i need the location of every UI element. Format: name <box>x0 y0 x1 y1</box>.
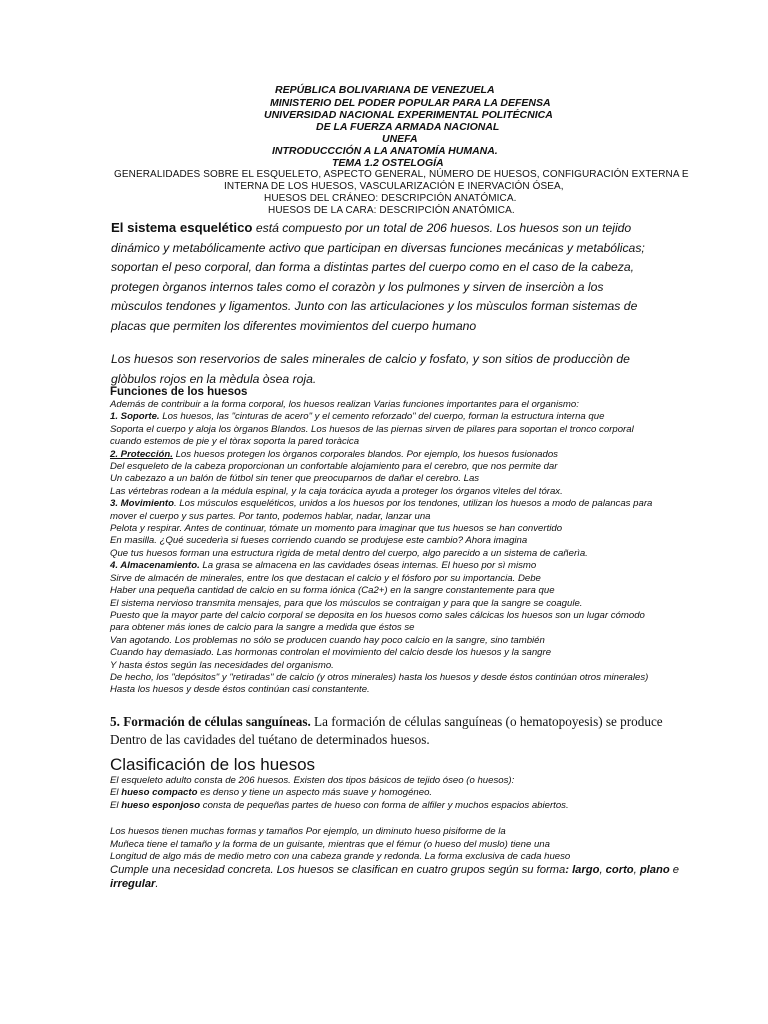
function-support-heading: 1. Soporte. <box>110 411 160 423</box>
function-support-line <box>110 411 670 423</box>
intro-section <box>111 218 651 389</box>
function-storage-line: Haber una pequeña cantidad de calcio en su forma iónica (Ca2+) en la sangre constantemente para que <box>110 585 555 597</box>
classification-line <box>110 800 670 812</box>
function-movement-line: En masilla. ¿Qué sucederìa si fueses corriendo cuando se produjese este cambio? Ahora imagina <box>110 535 528 547</box>
classification-section <box>110 775 680 891</box>
spacer <box>110 812 670 826</box>
topic-line-2: INTERNA DE LOS HUESOS, VASCULARIZACIÓN E INERVACIÓN ÓSEA, <box>224 181 564 192</box>
function-protection-line: Las vértebras rodean a la médula espinal, y la caja torácica ayuda a proteger los órganos vìteles del tórax. <box>110 485 563 497</box>
classification-text: El <box>110 787 122 799</box>
classification-text: Cumple una necesidad concreta. Los huesos se clasifican en cuatro grupos según su forma <box>110 864 566 877</box>
blood-cell-formation <box>110 713 670 748</box>
classification-separator: , <box>633 864 640 877</box>
lead-term: El sistema esquelético <box>111 220 253 235</box>
functions-intro: Además de contribuir a la forma corporal, los huesos realizan Varias funciones importantes para el organismo: <box>110 399 579 410</box>
function-storage-line: Hasta los huesos y desde éstos continúan casi constantente. <box>110 684 370 696</box>
function-protection-line: Un cabezazo a un balón de fútbol sin tener que preocuparnos de dañar el cerebro. Las <box>110 473 480 485</box>
formation-text: La formación de células sanguíneas (o hematopoyesis) se produce Dentro de las cavidades del tuétano de determinados huesos. <box>110 714 663 747</box>
function-storage-line: Puesto que la mayor parte del calcio corporal se deposita en los huesos como sales cálcicas los huesos son un lugar cómodo <box>110 609 645 621</box>
header-topic-number: TEMA 1.2 OSTELOGÍA <box>332 157 444 169</box>
function-movement-line: Pelota y respirar. Antes de continuar, tómate un momento para imaginar que tus huesos se han convertido <box>110 523 563 535</box>
function-support-line: cuando estemos de pie y el tòrax soporta la pared toràcica <box>110 436 360 448</box>
classification-line: Muñeca tiene el tamaño y la forma de un guisante, mientras que el fémur (o hueso del muslo) tiene una <box>110 838 550 850</box>
topic-line-3: HUESOS DEL CRÁNEO: DESCRIPCIÓN ANATÓMICA. <box>264 193 517 204</box>
function-storage-line: El sistema nervioso transmita mensajes, para que los músculos se contraigan y para que la sangre se coagule. <box>110 597 583 609</box>
intro-paragraph-2: Los huesos son reservorios de sales minerales de calcio y fosfato, y son sitios de producciòn de glòbulos rojos en la mèdula òsea roja. <box>111 352 630 386</box>
term-flat: plano <box>639 864 670 877</box>
classification-text: consta de pequeñas partes de hueso con forma de alfiler y muchos espacios abiertos. <box>200 799 569 811</box>
term-short: corto <box>605 864 634 877</box>
classification-conjunction: e <box>669 864 680 877</box>
function-movement-line: Que tus huesos forman una estructura rìgida de metal dentro del cuerpo, algo parecido a un sistema de cañerìa. <box>110 547 588 559</box>
function-movement-text: . Los músculos esqueléticos, unidos a los huesos por los tendones, utilizan los huesos a modo de palancas para <box>173 498 653 510</box>
classification-line <box>110 863 680 877</box>
function-storage-line: Y hasta éstos según las necesidades del organismo. <box>110 659 334 671</box>
function-movement-line: mover el cuerpo y sus partes. Por tanto, podemos hablar, nadar, lanzar una <box>110 510 431 522</box>
function-storage-line: De hecho, los "depósitos" y "retiradas" de calcio (y otros minerales) hasta los huesos y desde éstos continúan otros minerales) <box>110 671 649 683</box>
term-spongy-bone: hueso esponjoso <box>121 799 201 811</box>
term-long: largo <box>572 864 600 877</box>
function-storage-line <box>110 560 670 572</box>
intro-paragraph-1 <box>111 218 651 336</box>
topic-line-4: HUESOS DE LA CARA: DESCRIPCIÓN ANATÓMICA. <box>268 205 515 216</box>
function-movement-heading: 3. Movimiento <box>110 498 174 510</box>
function-storage-line: para obtener más iones de calcio para la sangre a medida que éstos se <box>110 622 415 634</box>
classification-separator: , <box>599 864 606 877</box>
functions-title: Funciones de los huesos <box>110 386 248 398</box>
classification-period: . <box>155 878 159 891</box>
classification-text: es denso y tiene un aspecto más suave y homogéneo. <box>197 787 433 799</box>
function-movement-line <box>110 498 670 510</box>
classification-text: El <box>110 799 122 811</box>
intro-paragraph-1-text: está compuesto por un total de 206 huesos. Los huesos son un tejido dinámico y metabólicamente activo que participan en diversas funciones mecánicas y metabólicas; soportan el peso corporal, dan forma a distintas partes del cuerpo como en el caso de la cabeza, protegen òrganos internos tales como el corazòn y los pulmones y sirven de inserciòn a los mùsculos tendones y ligamentos. Junto con las articulaciones y los mùsculos forman sistemas de placas que permiten los diferentes movimientos del cuerpo humano <box>111 221 645 333</box>
topic-line-1: GENERALIDADES SOBRE EL ESQUELETO, ASPECTO GENERAL, NÚMERO DE HUESOS, CONFIGURACIÓN EXTERNA E <box>114 169 689 180</box>
header-ministry: MINISTERIO DEL PODER POPULAR PARA LA DEFENSA <box>270 97 551 109</box>
function-protection-line: Del esqueleto de la cabeza proporcionan un confortable alojamiento para el cerebro, que nos permite dar <box>110 461 558 473</box>
classification-line: Longitud de algo más de medio metro con una cabeza grande y redonda. La forma exclusiva de cada hueso <box>110 851 571 863</box>
header-university: UNIVERSIDAD NACIONAL EXPERIMENTAL POLITÉCNICA <box>264 109 553 121</box>
classification-line: Los huesos tienen muchas formas y tamaños Por ejemplo, un diminuto hueso pisiforme de la <box>110 826 506 838</box>
function-protection-heading: 2. Protección. <box>110 448 173 460</box>
classification-line: El esqueleto adulto consta de 206 huesos. Existen dos tipos básicos de tejido óseo (o huesos): <box>110 775 515 786</box>
classification-line <box>110 787 670 799</box>
classification-line <box>110 877 670 891</box>
function-storage-text: La grasa se almacena en las cavidades óseas internas. El hueso por sì mismo <box>199 560 537 572</box>
term-compact-bone: hueso compacto <box>121 787 198 799</box>
formation-heading: 5. Formación de células sanguíneas. <box>110 714 311 729</box>
functions-section <box>110 385 670 697</box>
classification-title: Clasificación de los huesos <box>110 755 316 774</box>
function-support-text: Los huesos, las "cinturas de acero" y el cemento reforzado" del cuerpo, forman la estructura interna que <box>159 411 605 423</box>
function-storage-line: Sirve de almacén de minerales, entre los que destacan el calcio y el fósforo por su importancia. Debe <box>110 572 541 584</box>
header-armed-force: DE LA FUERZA ARMADA NACIONAL <box>316 121 500 133</box>
function-protection-line <box>110 449 670 461</box>
classification-colon: : <box>565 864 573 877</box>
function-storage-line: Van agotando. Los problemas no sólo se producen cuando hay poco calcio en la sangre, sino también <box>110 634 545 646</box>
header-course: INTRODUCCCIÓN A LA ANATOMÍA HUMANA. <box>272 145 498 157</box>
function-storage-heading: 4. Almacenamiento. <box>110 560 200 572</box>
header-country: REPÚBLICA BOLIVARIANA DE VENEZUELA <box>275 84 495 96</box>
header-acronym: UNEFA <box>382 133 418 145</box>
term-irregular: irregular <box>110 878 156 891</box>
function-protection-text: Los huesos protegen los òrganos corporales blandos. Por ejemplo, los huesos fusionados <box>172 448 558 460</box>
function-support-line: Soporta el cuerpo y aloja los òrganos Blandos. Los huesos de las piernas sirven de pilares para soportan el tronco corporal <box>110 423 634 435</box>
function-storage-line: Cuando hay demasiado. Las hormonas controlan el movimiento del calcio desde los huesos y la sangre <box>110 647 552 659</box>
